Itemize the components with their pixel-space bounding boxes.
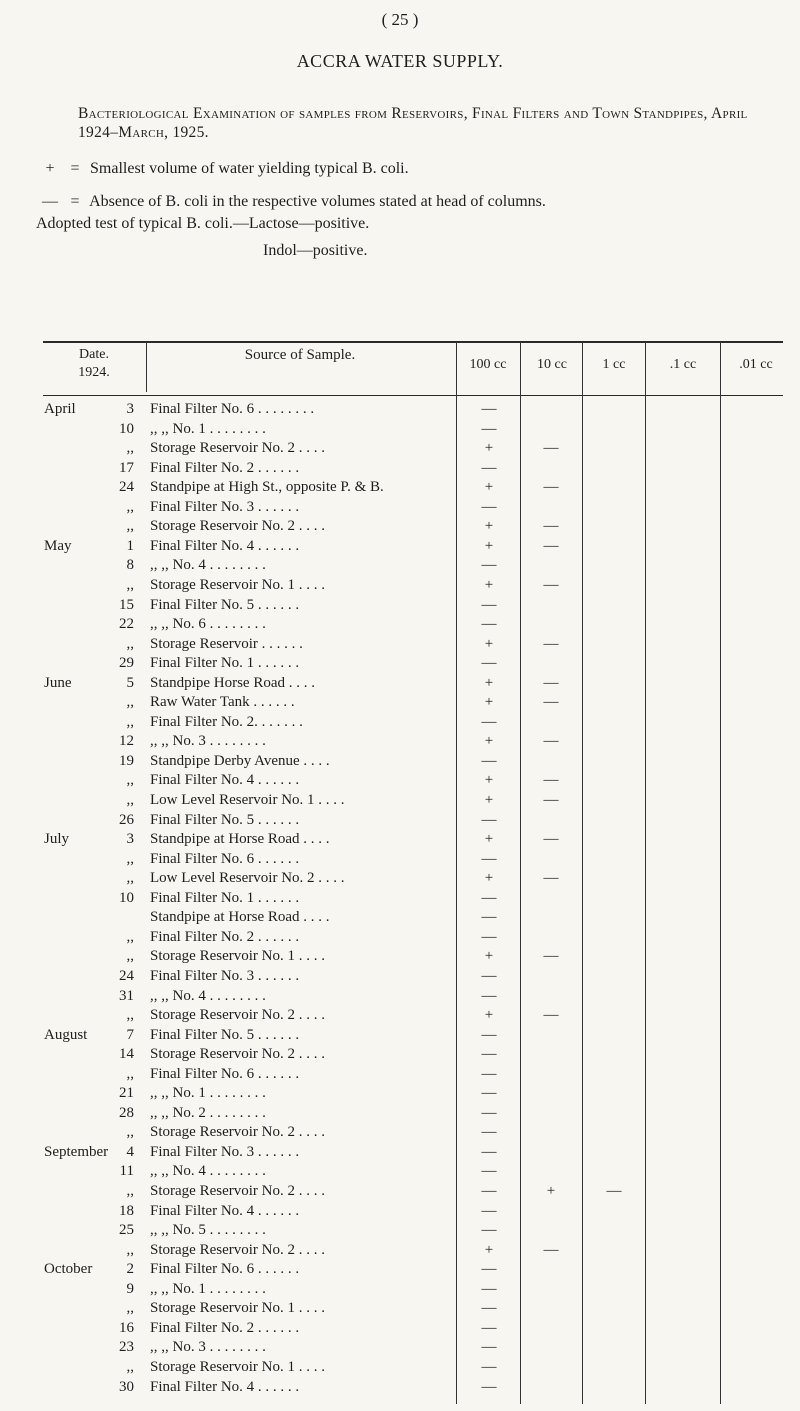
row-day: ,,: [126, 635, 134, 652]
table-row: [0, 811, 800, 831]
row-day: ,,: [126, 440, 134, 457]
row-month: October: [44, 1261, 93, 1278]
row-day: ,,: [126, 518, 134, 535]
row-source: Final Filter No. 1 . . . . . .: [150, 889, 300, 906]
row-source: ,, ,, No. 3 . . . . . . . .: [150, 1339, 266, 1356]
table-row: [0, 1006, 800, 1026]
row-100cc: +: [484, 537, 494, 554]
row-100cc: +: [484, 518, 494, 535]
row-source: Final Filter No. 6 . . . . . .: [150, 1261, 300, 1278]
row-10cc: —: [543, 948, 559, 965]
table-row: [0, 1084, 800, 1104]
table-row: [0, 1162, 800, 1182]
legend-equals: =: [70, 160, 80, 177]
table-row: [0, 498, 800, 518]
header-0-1cc: .1 cc: [669, 357, 697, 372]
row-100cc: +: [484, 772, 494, 789]
row-100cc: —: [481, 616, 497, 633]
row-day: 14: [119, 1046, 134, 1063]
row-100cc: —: [481, 1104, 497, 1121]
table-row: [0, 596, 800, 616]
table-row: [0, 400, 800, 420]
row-month: July: [44, 831, 70, 848]
row-100cc: +: [484, 674, 494, 691]
table-row: [0, 1358, 800, 1378]
column-divider: [146, 342, 147, 392]
table-subtitle: Bacteriological Examination of samples from Reservoirs, Final Filters and Town Standpipes, April 1924–March, 1925.: [78, 105, 748, 141]
table-row: [0, 1104, 800, 1124]
row-day: ,,: [126, 1065, 134, 1082]
row-100cc: —: [481, 889, 497, 906]
row-100cc: —: [481, 1280, 497, 1297]
row-day: 3: [126, 831, 134, 848]
row-100cc: —: [481, 928, 497, 945]
table-row: [0, 830, 800, 850]
page-number: ( 25 ): [381, 10, 419, 29]
row-day: 8: [126, 557, 134, 574]
row-source: Standpipe Horse Road . . . .: [150, 674, 315, 691]
row-source: Final Filter No. 4 . . . . . .: [150, 1202, 300, 1219]
row-100cc: —: [481, 1046, 497, 1063]
row-100cc: —: [481, 752, 497, 769]
table-header-rule: [43, 395, 783, 396]
row-day: 16: [119, 1319, 134, 1336]
table-row: [0, 478, 800, 498]
row-source: Final Filter No. 4 . . . . . .: [150, 537, 300, 554]
row-100cc: —: [481, 1339, 497, 1356]
table-row: [0, 1319, 800, 1339]
table-row: [0, 1221, 800, 1241]
row-100cc: —: [481, 420, 497, 437]
row-100cc: —: [481, 909, 497, 926]
row-source: Final Filter No. 1 . . . . . .: [150, 655, 300, 672]
row-10cc: —: [543, 674, 559, 691]
row-10cc: —: [543, 733, 559, 750]
row-100cc: +: [484, 479, 494, 496]
legend-minus-symbol: —: [42, 193, 58, 210]
legend-minus: [36, 193, 546, 211]
row-source: Storage Reservoir No. 1 . . . .: [150, 1300, 325, 1317]
header-source: Source of Sample.: [244, 347, 356, 363]
row-day: 22: [119, 616, 134, 633]
row-source: Final Filter No. 2 . . . . . .: [150, 928, 300, 945]
row-day: 4: [126, 1143, 134, 1160]
row-day: ,,: [126, 772, 134, 789]
row-day: 1: [126, 537, 134, 554]
table-row: [0, 928, 800, 948]
row-100cc: +: [484, 635, 494, 652]
legend-plus-symbol: +: [45, 160, 55, 177]
row-100cc: —: [481, 655, 497, 672]
row-10cc: —: [543, 440, 559, 457]
row-10cc: —: [543, 635, 559, 652]
row-100cc: —: [481, 1319, 497, 1336]
row-source: Final Filter No. 3 . . . . . .: [150, 967, 300, 984]
table-row: [0, 1182, 800, 1202]
row-100cc: —: [481, 850, 497, 867]
table-row: [0, 732, 800, 752]
row-100cc: —: [481, 713, 497, 730]
row-source: Final Filter No. 2 . . . . . .: [150, 459, 300, 476]
row-source: Final Filter No. 5 . . . . . .: [150, 1026, 300, 1043]
row-day: 31: [119, 987, 134, 1004]
table-row: [0, 908, 800, 928]
row-month: April: [44, 401, 76, 417]
row-100cc: —: [481, 1065, 497, 1082]
row-100cc: +: [484, 792, 494, 808]
row-source: ,, ,, No. 1 . . . . . . . .: [150, 1085, 266, 1102]
table-row: [0, 1299, 800, 1319]
row-month: June: [44, 674, 72, 691]
row-100cc: —: [481, 596, 497, 613]
row-source: Final Filter No. 4 . . . . . .: [150, 1378, 300, 1395]
row-day: 11: [119, 1163, 134, 1180]
row-source: ,, ,, No. 1 . . . . . . . .: [150, 420, 266, 437]
table-row: [0, 987, 800, 1007]
row-100cc: —: [481, 1358, 497, 1375]
table-row: [0, 1143, 800, 1163]
row-day: ,,: [126, 1241, 134, 1258]
row-day: 9: [126, 1280, 134, 1297]
row-100cc: —: [481, 1026, 497, 1043]
table-row: [0, 752, 800, 772]
table-row: [0, 517, 800, 537]
row-10cc: —: [543, 518, 559, 535]
row-10cc: —: [543, 694, 559, 711]
legend-plus: [36, 160, 409, 178]
table-row: [0, 1045, 800, 1065]
row-source: Storage Reservoir No. 2 . . . .: [150, 1183, 325, 1199]
row-10cc: —: [543, 1241, 559, 1258]
row-day: 28: [119, 1104, 134, 1121]
row-100cc: —: [481, 1222, 497, 1239]
row-source: Final Filter No. 6 . . . . . . . .: [150, 401, 315, 417]
row-source: Storage Reservoir No. 2 . . . .: [150, 440, 325, 457]
row-source: ,, ,, No. 6 . . . . . . . .: [150, 616, 266, 633]
header-date-label: Date.: [79, 347, 109, 362]
table-row: [0, 869, 800, 889]
table-row: [0, 1202, 800, 1222]
row-100cc: +: [484, 733, 494, 750]
row-day: 18: [119, 1202, 134, 1219]
table-row: [0, 674, 800, 694]
row-source: Final Filter No. 5 . . . . . .: [150, 811, 300, 828]
row-day: ,,: [126, 498, 134, 515]
row-source: Final Filter No. 2 . . . . . .: [150, 1319, 300, 1336]
legend-minus-text: Absence of B. coli in the respective volumes stated at head of columns.: [89, 193, 546, 210]
table-row: [0, 1378, 800, 1398]
header-year: 1924.: [78, 365, 110, 380]
row-100cc: —: [481, 1300, 497, 1317]
row-source: Storage Reservoir No. 1 . . . .: [150, 576, 325, 593]
row-source: ,, ,, No. 4 . . . . . . . .: [150, 557, 266, 574]
legend-plus-text: Smallest volume of water yielding typical B. coli.: [90, 160, 409, 177]
table-row: [0, 1280, 800, 1300]
row-100cc: —: [481, 459, 497, 476]
row-source: Final Filter No. 3 . . . . . .: [150, 1143, 300, 1160]
row-100cc: —: [481, 557, 497, 574]
row-10cc: —: [543, 537, 559, 554]
table-row: [0, 635, 800, 655]
row-100cc: —: [481, 1378, 497, 1395]
row-day: ,,: [126, 792, 134, 808]
row-100cc: —: [481, 1202, 497, 1219]
row-source: ,, ,, No. 1 . . . . . . . .: [150, 1280, 266, 1297]
row-day: ,,: [126, 713, 134, 730]
table-row: [0, 420, 800, 440]
row-source: Storage Reservoir No. 2 . . . .: [150, 518, 325, 535]
table-row: [0, 1241, 800, 1261]
table-row: [0, 791, 800, 811]
row-100cc: —: [481, 1124, 497, 1141]
row-day: ,,: [126, 1300, 134, 1317]
row-source: Storage Reservoir No. 2 . . . .: [150, 1046, 325, 1063]
table-row: [0, 889, 800, 909]
table-row: [0, 537, 800, 557]
row-source: Final Filter No. 6 . . . . . .: [150, 850, 300, 867]
row-day: ,,: [126, 850, 134, 867]
row-source: Storage Reservoir No. 2 . . . .: [150, 1124, 325, 1141]
row-day: 19: [119, 752, 134, 769]
table-row: [0, 1338, 800, 1358]
row-10cc: —: [543, 870, 559, 887]
table-row: [0, 615, 800, 635]
row-source: Storage Reservoir No. 1 . . . .: [150, 1358, 325, 1375]
adopted-test-line: Adopted test of typical B. coli.—Lactose—positive.: [36, 215, 370, 232]
row-day: ,,: [126, 694, 134, 711]
header-0-01cc: .01 cc: [739, 357, 773, 372]
row-10cc: —: [543, 831, 559, 848]
row-day: ,,: [126, 576, 134, 593]
row-day: 25: [119, 1222, 134, 1239]
header-date: [44, 346, 144, 382]
row-source: Storage Reservoir No. 1 . . . .: [150, 948, 325, 965]
header-10cc: 10 cc: [537, 357, 567, 372]
table-row: [0, 1065, 800, 1085]
row-source: ,, ,, No. 4 . . . . . . . .: [150, 987, 266, 1004]
row-month: September: [44, 1143, 109, 1160]
table-row: [0, 850, 800, 870]
row-day: 15: [119, 596, 134, 613]
table-row: [0, 1123, 800, 1143]
row-source: Low Level Reservoir No. 1 . . . .: [150, 792, 345, 808]
row-100cc: —: [481, 1183, 497, 1199]
row-day: 3: [126, 401, 134, 417]
table-row: [0, 967, 800, 987]
row-100cc: —: [481, 401, 497, 417]
row-day: ,,: [126, 870, 134, 887]
row-day: 17: [119, 459, 134, 476]
row-day: ,,: [126, 1007, 134, 1024]
table-row: [0, 1260, 800, 1280]
row-day: 26: [119, 811, 134, 828]
row-month: August: [44, 1026, 88, 1043]
row-day: 24: [119, 479, 134, 496]
table-row: [0, 1026, 800, 1046]
table-row: [0, 713, 800, 733]
row-10cc: —: [543, 479, 559, 496]
row-source: ,, ,, No. 4 . . . . . . . .: [150, 1163, 266, 1180]
row-day: ,,: [126, 1124, 134, 1141]
row-day: 29: [119, 655, 134, 672]
header-100cc: 100 cc: [469, 357, 507, 372]
row-100cc: +: [484, 694, 494, 711]
row-source: Raw Water Tank . . . . . .: [150, 694, 295, 711]
row-source: Standpipe at Horse Road . . . .: [150, 831, 330, 848]
row-100cc: —: [481, 967, 497, 984]
row-day: 10: [119, 889, 134, 906]
table-row: [0, 556, 800, 576]
row-source: Standpipe Derby Avenue . . . .: [150, 752, 330, 769]
row-100cc: +: [484, 831, 494, 848]
row-source: Storage Reservoir . . . . . .: [150, 635, 303, 652]
legend-equals: =: [70, 193, 80, 210]
row-100cc: +: [484, 576, 494, 593]
header-1cc: 1 cc: [602, 357, 626, 372]
table-row: [0, 439, 800, 459]
row-10cc: —: [543, 1007, 559, 1024]
table-row: [0, 576, 800, 596]
page-title: ACCRA WATER SUPPLY.: [296, 51, 504, 71]
row-source: Final Filter No. 3 . . . . . .: [150, 498, 300, 515]
row-100cc: +: [484, 440, 494, 457]
row-source: Final Filter No. 5 . . . . . .: [150, 596, 300, 613]
row-source: ,, ,, No. 3 . . . . . . . .: [150, 733, 266, 750]
row-day: 2: [126, 1261, 134, 1278]
row-source: ,, ,, No. 5 . . . . . . . .: [150, 1222, 266, 1239]
table-top-rule: [43, 341, 783, 343]
row-100cc: —: [481, 1163, 497, 1180]
indol-line: Indol—positive.: [263, 242, 368, 259]
row-10cc: +: [546, 1183, 556, 1199]
row-day: 30: [119, 1378, 134, 1395]
row-source: Final Filter No. 2. . . . . . .: [150, 713, 303, 730]
table-row: [0, 771, 800, 791]
row-100cc: +: [484, 1241, 494, 1258]
table-row: [0, 654, 800, 674]
row-source: Final Filter No. 4 . . . . . .: [150, 772, 300, 789]
row-1cc: —: [606, 1183, 622, 1199]
row-100cc: —: [481, 498, 497, 515]
row-100cc: —: [481, 1261, 497, 1278]
row-10cc: —: [543, 792, 559, 808]
row-source: Standpipe at Horse Road . . . .: [150, 909, 330, 926]
row-source: Standpipe at High St., opposite P. & B.: [150, 479, 384, 496]
row-source: Low Level Reservoir No. 2 . . . .: [150, 870, 345, 887]
row-source: Final Filter No. 6 . . . . . .: [150, 1065, 300, 1082]
row-source: Storage Reservoir No. 2 . . . .: [150, 1241, 325, 1258]
row-100cc: +: [484, 870, 494, 887]
row-100cc: —: [481, 811, 497, 828]
row-day: ,,: [126, 928, 134, 945]
table-row: [0, 693, 800, 713]
row-day: 10: [119, 420, 134, 437]
row-day: 23: [119, 1339, 134, 1356]
row-day: 7: [126, 1026, 134, 1043]
table-row: [0, 947, 800, 967]
row-source: ,, ,, No. 2 . . . . . . . .: [150, 1104, 266, 1121]
row-source: Storage Reservoir No. 2 . . . .: [150, 1007, 325, 1024]
row-day: ,,: [126, 1183, 134, 1199]
row-100cc: —: [481, 987, 497, 1004]
row-10cc: —: [543, 772, 559, 789]
row-100cc: —: [481, 1085, 497, 1102]
row-100cc: +: [484, 948, 494, 965]
row-100cc: —: [481, 1143, 497, 1160]
row-month: May: [44, 537, 72, 554]
row-10cc: —: [543, 576, 559, 593]
row-day: 24: [119, 967, 134, 984]
row-day: 5: [126, 674, 134, 691]
row-day: 12: [119, 733, 134, 750]
row-100cc: +: [484, 1007, 494, 1024]
row-day: ,,: [126, 948, 134, 965]
row-day: 21: [119, 1085, 134, 1102]
table-row: [0, 459, 800, 479]
row-day: ,,: [126, 1358, 134, 1375]
